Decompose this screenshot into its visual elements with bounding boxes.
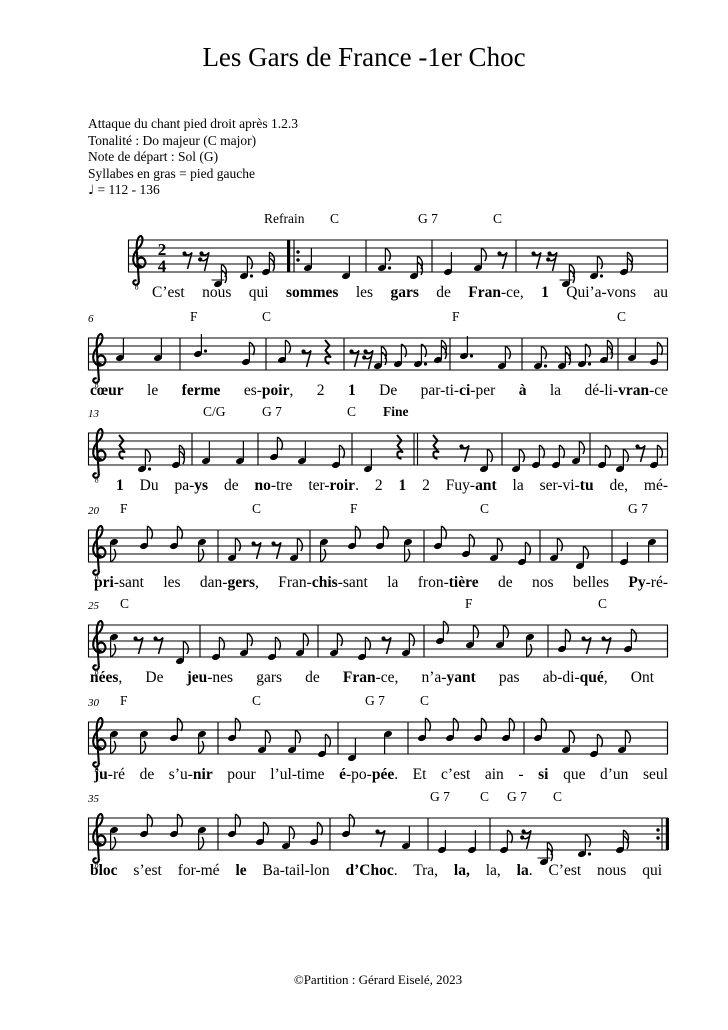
chord-row [88, 405, 668, 419]
system-2 [88, 310, 668, 400]
notes [109, 814, 669, 866]
lyric-syllable: s’est for-mé [117, 862, 236, 879]
lyric-syllable-strong: 1 [347, 382, 356, 399]
chord-label: F [465, 596, 473, 611]
lyric-syllable: . Et c’est ain - [394, 766, 539, 783]
lyric-syllable-strong: vran [618, 382, 650, 399]
note-line-attack: Attaque du chant pied droit après 1.2.3 [88, 116, 298, 131]
lyric-syllable-strong: Fran [468, 284, 501, 301]
lyric-syllable: -ré de s’u- [107, 766, 193, 783]
system-6 [88, 694, 668, 784]
lyric-syllable-strong: jeu [186, 669, 208, 686]
lyric-syllable: de [208, 477, 255, 494]
chord-label: F [190, 309, 198, 324]
chord-label: G 7 [507, 789, 527, 804]
lyric-syllable: -ce [649, 382, 668, 399]
chord-row [88, 310, 668, 324]
measure-number: 30 [88, 697, 99, 709]
lyric-syllable: , Ont [603, 669, 654, 686]
chord-label: C [252, 501, 262, 516]
lyric-syllable-strong: sommes [285, 284, 339, 301]
lyric-syllable-strong: nir [192, 766, 213, 783]
notes [115, 334, 667, 370]
chord-label: F [120, 693, 128, 708]
system-4 [88, 502, 668, 592]
lyric-syllable: . 2 [355, 477, 399, 494]
lyrics-line [88, 669, 668, 687]
lyric-syllable-strong: ys [194, 477, 209, 494]
lyric-syllable-strong: poir [261, 382, 290, 399]
lyric-syllable: la ser-vi- [496, 477, 580, 494]
lyric-syllable-strong: qué [579, 669, 604, 686]
page-title: Les Gars de France -1er Choc [202, 42, 526, 72]
chord-label: G 7 [628, 501, 648, 516]
notes [119, 433, 668, 473]
lyric-syllable: 2 Fuy- [406, 477, 476, 494]
lyric-syllable: C’est nous qui [152, 284, 286, 301]
lyric-syllable: la dé-li- [526, 382, 619, 399]
lyric-syllable-strong: si [538, 766, 549, 783]
staff [88, 226, 668, 290]
staff [88, 324, 668, 388]
tempo-marking [88, 182, 298, 200]
chord-label: C [347, 404, 357, 419]
chord-label: C [120, 596, 130, 611]
lyric-syllable-strong: Fran [342, 669, 376, 686]
lyric-syllable-strong: ferme [181, 382, 221, 399]
chord-row [88, 502, 668, 516]
lyric-syllable: la, [469, 862, 517, 879]
chord-label: G 7 [418, 211, 438, 226]
lyrics-line [88, 862, 668, 880]
chord-label: C/G [203, 404, 226, 419]
chord-label: C [330, 211, 340, 226]
lyric-syllable-strong: chis [311, 574, 338, 591]
lyric-syllable-strong: ant [475, 477, 497, 494]
chord-label: F [452, 309, 460, 324]
chord-label: C [480, 789, 490, 804]
measure-number: 20 [88, 505, 99, 517]
chord-row [88, 790, 668, 804]
lyric-syllable: les [338, 284, 391, 301]
lyric-syllable-strong: à [518, 382, 527, 399]
chord-label: F [350, 501, 358, 516]
lyric-syllable: De par-ti- [355, 382, 460, 399]
notes [109, 526, 667, 570]
lyric-syllable: -sant les dan- [113, 574, 228, 591]
measure-number: 13 [88, 408, 99, 420]
footer [0, 972, 728, 988]
lyric-syllable: Qui’a-vons au [548, 284, 669, 301]
chord-label: G 7 [430, 789, 450, 804]
chord-label: C [420, 693, 430, 708]
note-line-start: Note de départ : Sol (G) [88, 149, 219, 164]
notes [109, 621, 667, 665]
section-marking: Fine [383, 404, 409, 419]
section-marking: Refrain [264, 211, 305, 226]
lyric-syllable: -ce, [500, 284, 542, 301]
system-5 [88, 597, 668, 687]
lyric-syllable-strong: tière [448, 574, 479, 591]
chord-label: G 7 [365, 693, 385, 708]
lyric-syllable: , De [118, 669, 187, 686]
chord-label: C [598, 596, 608, 611]
system-7 [88, 790, 668, 880]
lyric-syllable-strong: ci [459, 382, 471, 399]
lyric-syllable: Du pa- [123, 477, 195, 494]
lyric-syllable-strong: tu [579, 477, 594, 494]
lyric-syllable-strong: gars [390, 284, 419, 301]
chord-label: C [262, 309, 272, 324]
lyric-syllable: pas ab-di- [475, 669, 580, 686]
lyric-syllable-strong: le [235, 862, 247, 879]
lyric-syllable-strong: la [516, 862, 529, 879]
measure-number: 6 [88, 313, 94, 325]
lyric-syllable-strong: 1 [116, 477, 124, 494]
lyrics-line [88, 284, 668, 302]
chord-label: F [120, 501, 128, 516]
notes [109, 718, 667, 762]
tempo-value: = 112 - 136 [97, 182, 160, 197]
lyric-syllable: -ce, n’a- [375, 669, 447, 686]
lyric-syllable: de nos belles [478, 574, 629, 591]
lyric-syllable-strong: Py [628, 574, 646, 591]
lyric-syllable: de, mé- [593, 477, 668, 494]
lyric-syllable: Ba-tail-lon [246, 862, 346, 879]
lyric-syllable-strong: roir [329, 477, 356, 494]
lyric-syllable-strong: d’Choc [345, 862, 394, 879]
lyric-syllable: -nes gars de [207, 669, 343, 686]
lyric-syllable: -tre ter- [270, 477, 330, 494]
chord-row [88, 212, 668, 226]
lyric-syllable: , 2 [289, 382, 348, 399]
lyrics-line [88, 766, 668, 784]
time-signature-numerator: 2 [157, 240, 167, 259]
chord-label: C [617, 309, 627, 324]
note-line-key: Tonalité : Do majeur (C major) [88, 132, 257, 148]
lyric-syllable-strong: pée [371, 766, 395, 783]
lyric-syllable: . Tra, [393, 862, 454, 879]
lyric-syllable: es- [220, 382, 262, 399]
staff [88, 419, 668, 483]
chord-label: C [480, 501, 490, 516]
lyric-syllable: pour l’ul-time [212, 766, 340, 783]
lyric-syllable: que d’un seul [548, 766, 668, 783]
performance-notes [88, 116, 298, 200]
lyric-syllable: . C’est nous qui [528, 862, 662, 879]
lyric-syllable-strong: 1 [541, 284, 549, 301]
chord-label: C [252, 693, 262, 708]
lyrics-line [88, 477, 668, 495]
chord-row [88, 597, 668, 611]
lyric-syllable: le [123, 382, 182, 399]
staff [88, 611, 668, 675]
measure-number: 25 [88, 600, 99, 612]
lyric-syllable-strong: ju [94, 766, 108, 783]
chord-row [88, 694, 668, 708]
lyric-syllable-strong: 1 [398, 477, 407, 494]
chord-label: C [493, 211, 503, 226]
chord-label: G 7 [262, 404, 282, 419]
lyric-syllable: -sant la fron- [337, 574, 449, 591]
lyric-syllable: de [418, 284, 469, 301]
lyric-syllable: , Fran- [255, 574, 312, 591]
chord-label: C [553, 789, 563, 804]
lyrics-line [88, 382, 668, 400]
lyric-syllable: -per [470, 382, 519, 399]
lyric-syllable-strong: no [254, 477, 271, 494]
lyric-syllable: -po- [346, 766, 372, 783]
staff [88, 804, 668, 868]
system-1 [88, 212, 668, 302]
lyric-syllable-strong: nées [90, 669, 119, 686]
time-signature-denominator: 4 [157, 256, 167, 276]
lyric-syllable-strong: pri [94, 574, 114, 591]
lyric-syllable: -ré- [645, 574, 668, 591]
lyrics-line [88, 574, 668, 592]
lyric-syllable-strong: yant [446, 669, 476, 686]
note-line-syllables: Syllabes en gras = pied gauche [88, 165, 255, 181]
measure-number: 35 [88, 793, 99, 805]
copyright-text: ©Partition : Gérard Eiselé, 2023 [293, 972, 463, 987]
staff [88, 708, 668, 772]
quarter-note-icon: ♩ [88, 183, 95, 198]
lyric-syllable-strong: gers [227, 574, 256, 591]
lyric-syllable-strong: cœur [90, 382, 124, 399]
lyric-syllable-strong: é [339, 766, 346, 783]
staff [88, 516, 668, 580]
lyric-syllable-strong: bloc [90, 862, 118, 879]
lyric-syllable-strong: la, [453, 862, 470, 879]
system-3 [88, 405, 668, 495]
